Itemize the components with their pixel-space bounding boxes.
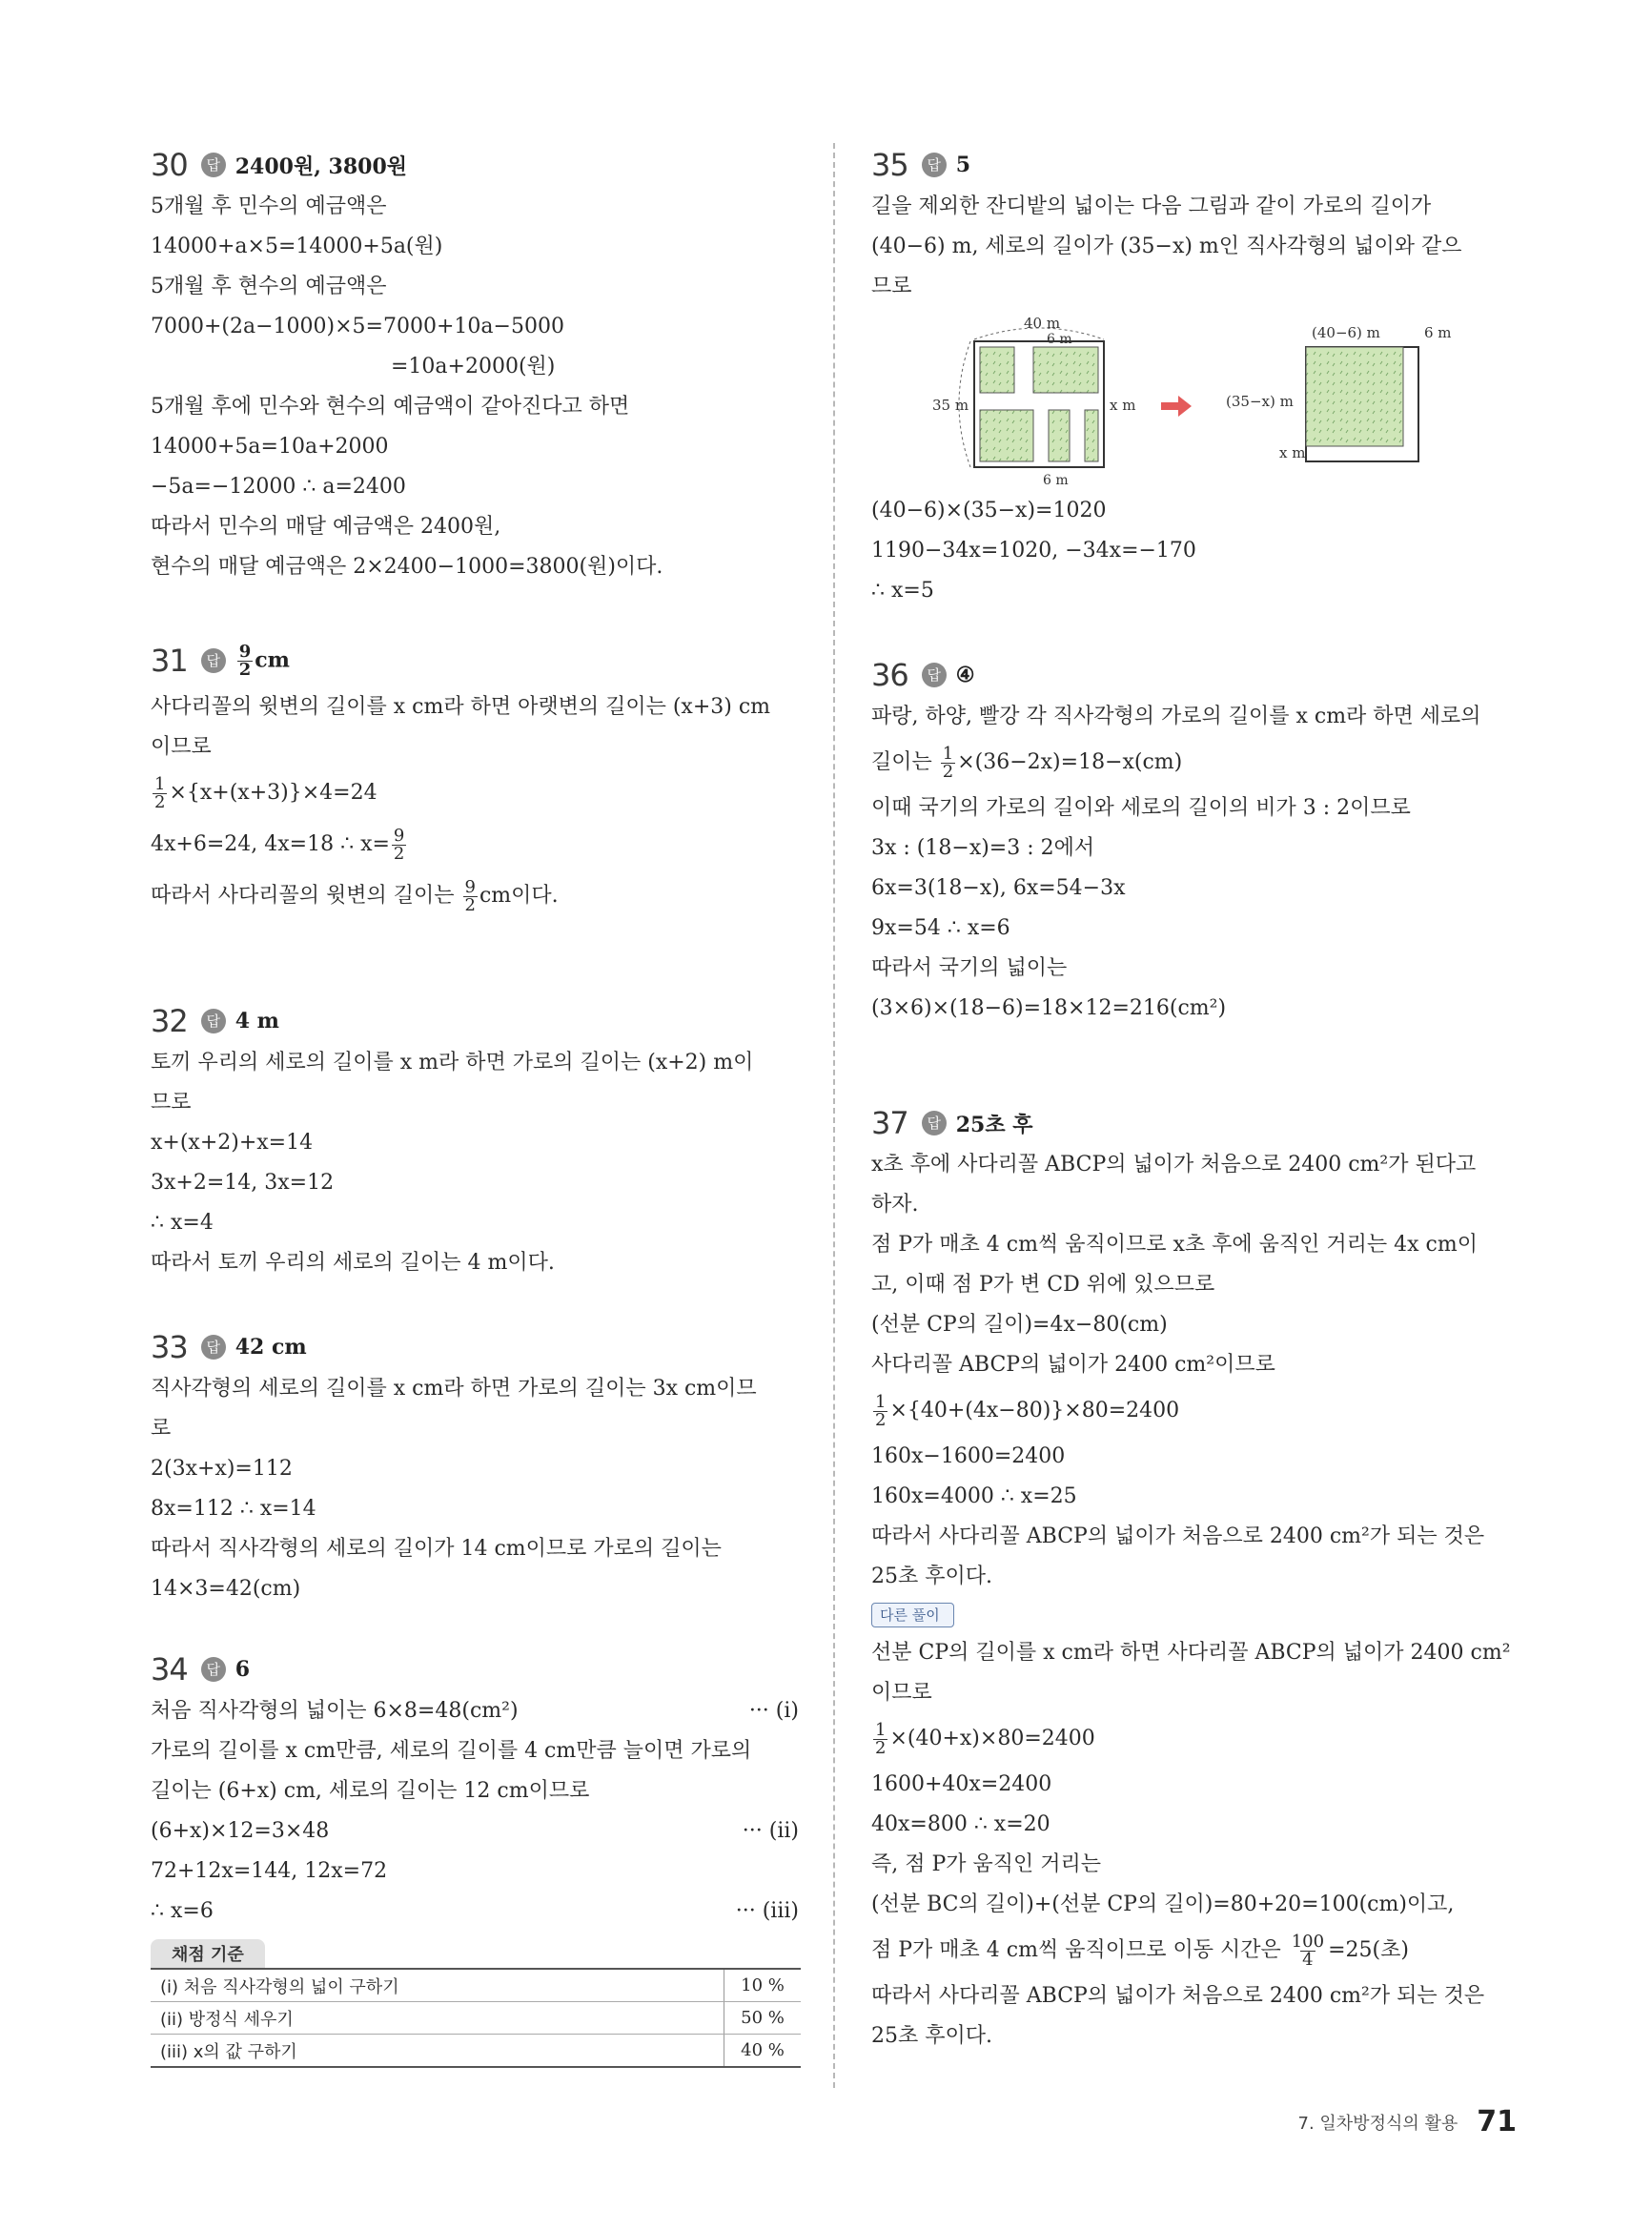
problem-36 (871, 653, 1519, 1029)
text-line: 따라서 토끼 우리의 세로의 길이는 4 m이다. (151, 1251, 555, 1275)
text-line: 가로의 길이를 x cm만큼, 세로의 길이를 4 cm만큼 늘이면 가로의 (151, 1739, 752, 1763)
text-line: 2(3x+x)=112 (151, 1457, 293, 1481)
text-line: 9x=54 ∴ x=6 (871, 916, 1010, 940)
problem-33 (151, 1325, 799, 1609)
text-line: 사다리꼴의 윗변의 길이를 x cm라 하면 아랫변의 길이는 (x+3) cm (151, 695, 771, 719)
label-xm-bottom: x m (1279, 444, 1306, 461)
answer-badge: 답 (201, 1009, 226, 1033)
equation-line: $\frac{1}{2}$ ×{x+(x+3)}×4=24 (154, 773, 377, 812)
arrow-right-icon (1161, 396, 1192, 417)
lawn-piece (1085, 410, 1098, 461)
lawn-diagram (871, 311, 1519, 487)
step-marker: ··· (ii) (742, 1819, 799, 1843)
text-line: 3x+2=14, 3x=12 (151, 1171, 335, 1195)
chapter-title: 7. 일차방정식의 활용 (1297, 2113, 1458, 2134)
answer: 4 m (235, 1009, 279, 1033)
text-line: (선분 CP의 길이)=4x−80(cm) (871, 1313, 1168, 1337)
equation-line: 길이는 $\frac{1}{2}$ ×(36−2x)=18−x(cm) (871, 743, 1183, 782)
lawn-piece (980, 347, 1014, 393)
text-line: 따라서 민수의 매달 예금액은 2400원, (151, 515, 501, 539)
label-road-6m-bottom: 6 m (1043, 473, 1069, 487)
equation-line: $\frac{1}{2}$ ×(40+x)×80=2400 (875, 1719, 1095, 1758)
text-line: ∴ x=5 (871, 579, 934, 603)
text-line: 8x=112 ∴ x=14 (151, 1497, 316, 1521)
text-line: 므로 (871, 275, 912, 298)
problem-number: 32 (151, 1003, 188, 1039)
text-line: 25초 후이다. (871, 2024, 992, 2048)
column-divider (833, 143, 835, 2088)
answer: 2400원, 3800원 (235, 153, 408, 179)
problem-34 (151, 1647, 799, 2068)
text-line: 160x=4000 ∴ x=25 (871, 1484, 1077, 1508)
problem-number: 34 (151, 1651, 188, 1688)
text-line: ∴ x=6 ··· (iii) (151, 1892, 799, 1932)
text-line: 14×3=42(cm) (151, 1577, 301, 1601)
text-line: 5개월 후에 민수와 현수의 예금액이 같아진다고 하면 (151, 395, 630, 419)
text-line: 1600+40x=2400 (871, 1772, 1052, 1796)
text-line: 1190−34x=1020, −34x=−170 (871, 539, 1196, 563)
text-line: 므로 (151, 1091, 192, 1115)
text-line: ∴ x=4 (151, 1211, 214, 1235)
text-line: 14000+a×5=14000+5a(원) (151, 235, 443, 258)
criteria-title: 채점 기준 (151, 1939, 265, 1968)
answer-badge: 답 (201, 1335, 226, 1360)
problem-number: 31 (151, 643, 188, 679)
text-line: 파랑, 하양, 빨강 각 직사각형의 가로의 길이를 x cm라 하면 세로의 (871, 705, 1481, 728)
text-line: 6x=3(18−x), 6x=54−3x (871, 876, 1126, 900)
text-line: 즉, 점 P가 움직인 거리는 (871, 1852, 1102, 1876)
problem-number: 35 (871, 147, 908, 183)
text-line: 현수의 매달 예금액은 2×2400−1000=3800(원)이다. (151, 555, 663, 579)
text-line: 길이는 (6+x) cm, 세로의 길이는 12 cm이므로 (151, 1779, 590, 1803)
text-line: 25초 후이다. (871, 1565, 992, 1588)
label-road-6m: 6 m (1047, 332, 1072, 347)
table-row: (ii) 방정식 세우기 50 % (151, 2002, 801, 2035)
text-line: 5개월 후 민수의 예금액은 (151, 194, 387, 218)
lawn-piece (980, 410, 1033, 461)
text-line: 고, 이때 점 P가 변 CD 위에 있으므로 (871, 1273, 1215, 1297)
criteria-table (151, 1968, 801, 2068)
text-line: 점 P가 매초 4 cm씩 움직이므로 x초 후에 움직인 거리는 4x cm이 (871, 1233, 1478, 1257)
answer: 25초 후 (955, 1112, 1033, 1137)
table-row: (i) 처음 직사각형의 넓이 구하기 10 % (151, 1969, 801, 2002)
text-line: x초 후에 사다리꼴 ABCP의 넓이가 처음으로 2400 cm²가 된다고 (871, 1153, 1477, 1176)
answer: 6 (235, 1657, 251, 1682)
text-line: 160x−1600=2400 (871, 1444, 1066, 1468)
step-marker: ··· (iii) (735, 1899, 799, 1923)
answer-badge: 답 (922, 153, 947, 177)
text-line: (선분 BC의 길이)+(선분 CP의 길이)=80+20=100(cm)이고, (871, 1892, 1455, 1916)
text-line: 사다리꼴 ABCP의 넓이가 2400 cm²이므로 (871, 1353, 1275, 1377)
equation-line: $\frac{1}{2}$ ×{40+(4x−80)}×80=2400 (875, 1391, 1180, 1430)
text-line: 7000+(2a−1000)×5=7000+10a−5000 (151, 315, 564, 338)
text-line: (3×6)×(18−6)=18×12=216(cm²) (871, 996, 1227, 1020)
text-line: 따라서 국기의 넓이는 (871, 956, 1068, 980)
equation-line: 4x+6=24, 4x=18 ∴ x= $\frac{9}{2}$ (151, 825, 405, 864)
text-line: 직사각형의 세로의 길이를 x cm라 하면 가로의 길이는 3x cm이므 (151, 1377, 757, 1401)
text-line: (40−6) m, 세로의 길이가 (35−x) m인 직사각형의 넓이와 같으 (871, 235, 1462, 258)
scoring-criteria (151, 1939, 799, 2068)
step-marker: ··· (i) (748, 1699, 799, 1723)
problem-number: 33 (151, 1329, 188, 1365)
answer: ④ (955, 663, 975, 687)
problem-30 (151, 143, 799, 587)
problem-35 (871, 143, 1519, 611)
answer-badge: 답 (201, 153, 226, 177)
alternative-solution-tag: 다른 풀이 (871, 1603, 954, 1627)
text-line: (6+x)×12=3×48 ··· (ii) (151, 1811, 799, 1852)
text-line: 처음 직사각형의 넓이는 6×8=48(cm²) ··· (i) (151, 1691, 799, 1731)
equation-line: 점 P가 매초 4 cm씩 움직이므로 이동 시간은 $\frac{100}{4}$ =25(초) (871, 1931, 1409, 1970)
text-line: 따라서 직사각형의 세로의 길이가 14 cm이므로 가로의 길이는 (151, 1537, 722, 1561)
answer-badge: 답 (922, 663, 947, 687)
label-xm: x m (1110, 397, 1136, 414)
answer-unit: cm (255, 647, 290, 672)
text-line: 길을 제외한 잔디밭의 넓이는 다음 그림과 같이 가로의 길이가 (871, 194, 1432, 218)
text-line: 로 (151, 1417, 172, 1441)
answer: 42 cm (235, 1335, 307, 1360)
rearranged-lawn (1306, 347, 1403, 446)
label-6m: 6 m (1424, 324, 1452, 341)
problem-number: 36 (871, 657, 908, 693)
problem-31 (151, 634, 799, 922)
text-line: 14000+5a=10a+2000 (151, 435, 389, 459)
problem-37 (871, 1101, 1519, 2056)
label-35-xm: (35−x) m (1226, 393, 1294, 410)
problem-number: 30 (151, 147, 188, 183)
answer-badge: 답 (922, 1111, 947, 1135)
text-line: 40x=800 ∴ x=20 (871, 1812, 1050, 1836)
text-line: 따라서 사다리꼴 ABCP의 넓이가 처음으로 2400 cm²가 되는 것은 (871, 1524, 1485, 1548)
table-row: (iii) x의 값 구하기 40 % (151, 2035, 801, 2068)
text-line: 선분 CP의 길이를 x cm라 하면 사다리꼴 ABCP의 넓이가 2400 cm² (871, 1641, 1511, 1665)
problem-number: 37 (871, 1105, 908, 1141)
text-line: 이때 국기의 가로의 길이와 세로의 길이의 비가 3 : 2이므로 (871, 796, 1411, 820)
text-line: 이므로 (871, 1681, 932, 1705)
conclusion-line: 따라서 사다리꼴의 윗변의 길이는 $\frac{9}{2}$ cm이다. (151, 876, 559, 915)
text-line: 하자. (871, 1193, 919, 1217)
answer-badge: 답 (201, 648, 226, 673)
label-40m: 40 m (1024, 315, 1061, 332)
text-line: 토끼 우리의 세로의 길이를 x m라 하면 가로의 길이는 (x+2) m이 (151, 1051, 754, 1074)
text-line: (40−6)×(35−x)=1020 (871, 499, 1107, 522)
text-line: 이므로 (151, 735, 212, 759)
problem-32 (151, 999, 799, 1283)
lawn-figure (871, 311, 1519, 487)
text-line: x+(x+2)+x=14 (151, 1131, 314, 1155)
label-35m: 35 m (932, 397, 969, 414)
lawn-piece (1033, 347, 1098, 393)
lawn-piece (1049, 410, 1070, 461)
text-line: 5개월 후 현수의 예금액은 (151, 275, 387, 298)
answer: 5 (955, 153, 971, 177)
text-line: −5a=−12000 ∴ a=2400 (151, 475, 406, 499)
text-line: 72+12x=144, 12x=72 (151, 1859, 388, 1883)
page-number: 71 (1477, 2105, 1517, 2138)
text-line: 3x : (18−x)=3 : 2에서 (871, 836, 1095, 860)
answer-badge: 답 (201, 1657, 226, 1682)
label-40-6m: (40−6) m (1312, 324, 1380, 341)
answer-fraction: $\frac{9}{2}$ (238, 641, 252, 680)
text-line: 따라서 사다리꼴 ABCP의 넓이가 처음으로 2400 cm²가 되는 것은 (871, 1984, 1485, 2008)
page-footer (1298, 2105, 1517, 2138)
text-line: =10a+2000(원) (391, 355, 556, 378)
